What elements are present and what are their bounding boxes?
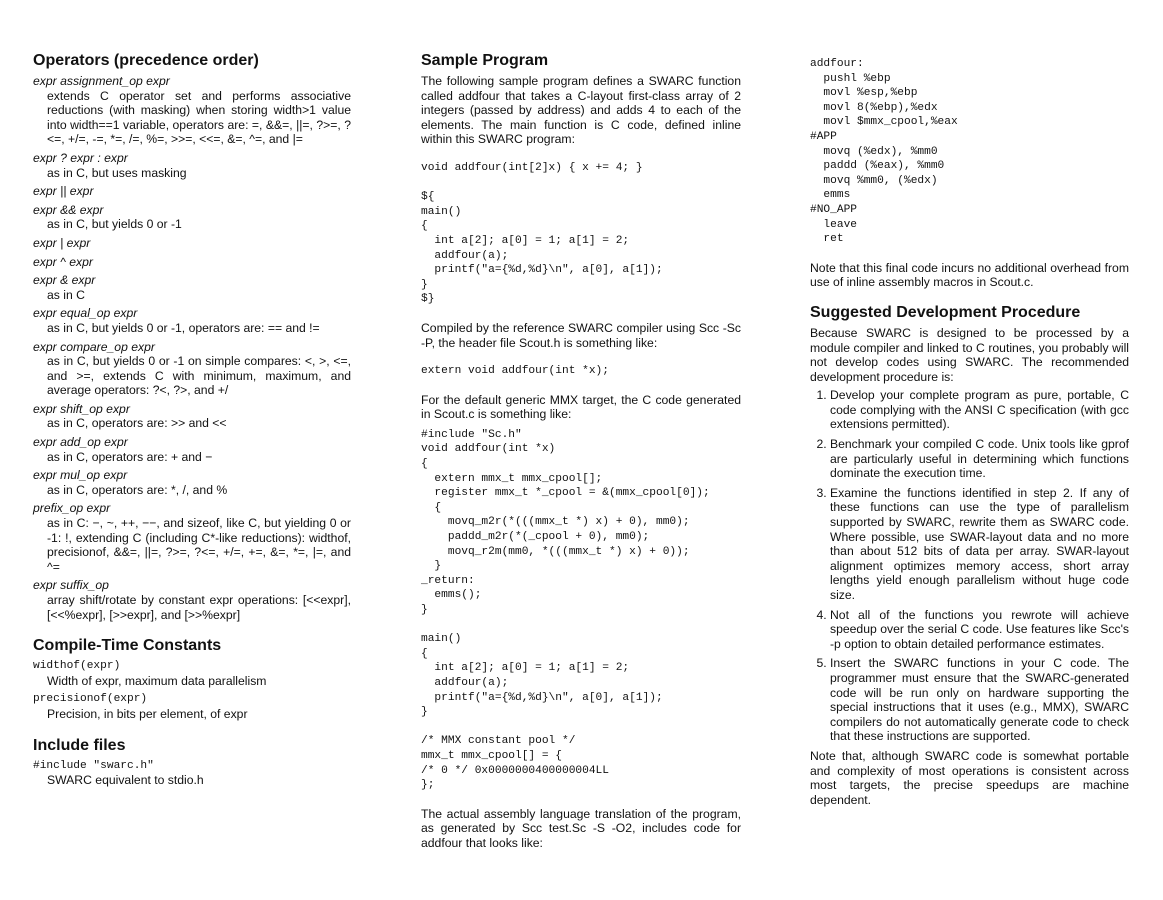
operator-desc: array shift/rotate by constant expr operations: [<<expr], [<<%expr], [>>expr], and [>>%expr]	[47, 593, 351, 622]
include-desc: SWARC equivalent to stdio.h	[47, 773, 204, 788]
operator-entry	[33, 468, 351, 497]
generated-c-code: #include "Sc.h" void addfour(int *x) { extern mmx_t mmx_cpool[]; register mmx_t *_cpool = &(mmx_cpool[0]); { movq_m2r(*(((mmx_t *) x) + 0), mm0); paddd_m2r(*(_cpool + 0), mm0); movq_r2m(mm0, *(((mmx_t *) x) + 0)); } _return: emms(); } main() { int a[2]; a[0] = 1; a[1] = 2; addfour(a); printf("a={%d,%d}\n", a[0], a[1]); } /* MMX constant pool */ mmx_t mmx_cpool[] = { /* 0 */ 0x0000000400000004LL };	[421, 428, 710, 792]
development-steps	[810, 388, 1129, 744]
sample-intro-paragraph: The following sample program defines a SWARC function called addfour that takes a C-layout first-class array of 2 integers (passed by address) and adds 4 to each of the elements. The main function is C code, defined inline within this SWARC program:	[421, 74, 741, 147]
development-heading: Suggested Development Procedure	[810, 303, 1081, 321]
operator-desc: as in C, but yields 0 or -1 on simple compares: <, >, <=, and >=, extends C with minimum, maximum, and average operators: ?<, ?>, and +/	[47, 354, 351, 398]
operator-desc: extends C operator set and performs associative reductions (with masking) when storing width>1 value into width==1 variable, operators are: =, &&=, ||=, ?>=, ?<=, +/=, -=, *=, /=, %=, >>=, <<=, &=, ^=, and |=	[47, 88, 351, 147]
operator-entry	[33, 236, 351, 251]
overhead-note: Note that this final code incurs no additional overhead from use of inline assembly macros in Scout.c.	[810, 260, 1129, 290]
operator-term: expr assignment_op expr	[33, 74, 170, 88]
operator-term: expr ^ expr	[33, 254, 93, 269]
operator-term: expr compare_op expr	[33, 339, 155, 354]
operator-term: expr | expr	[33, 235, 91, 250]
operator-term: expr || expr	[33, 184, 94, 199]
precisionof-term: precisionof(expr)	[33, 693, 148, 706]
operator-entry	[33, 184, 351, 199]
operator-entry	[33, 578, 351, 622]
development-step: 4. Not all of the functions you rewrote will achieve speedup over the serial C code. Use features like Scc's -p option to obtain detailed performance estimates.	[830, 608, 1129, 652]
operator-desc: as in C	[47, 287, 85, 302]
operator-desc: as in C, operators are: + and −	[47, 449, 213, 464]
operator-term: expr mul_op expr	[33, 468, 128, 483]
mmx-paragraph: For the default generic MMX target, the C code generated in Scout.c is something like:	[421, 392, 741, 422]
operator-entry	[33, 402, 351, 431]
widthof-desc: Width of expr, maximum data parallelism	[47, 673, 267, 688]
operators-list	[33, 74, 351, 622]
compile-paragraph: Compiled by the reference SWARC compiler using Scc -Sc -P, the header file Scout.h is something like:	[421, 320, 741, 350]
development-step: 5. Insert the SWARC functions in your C code. The programmer must ensure that the SWARC-generated code will be run only on hardware supporting the special instructions that it uses (e.g., MMX), SWARC compilers do not automatically generate code to check that these instructions are supported.	[830, 656, 1129, 744]
development-step: 1. Develop your complete program as pure, portable, C code complying with the ANSI C specification (with gcc extensions permitted).	[830, 388, 1129, 432]
operator-term: expr suffix_op	[33, 578, 109, 593]
operator-term: prefix_op expr	[33, 501, 111, 516]
compile-time-heading: Compile-Time Constants	[33, 637, 222, 655]
operator-entry	[33, 501, 351, 574]
operator-entry	[33, 306, 351, 335]
closing-note: Note that, although SWARC code is somewhat portable and complexity of most operations is consistent across most targets, the precise speedups are machine dependent.	[810, 748, 1129, 807]
column-operators	[33, 52, 351, 788]
operator-desc: as in C, operators are: *, /, and %	[47, 482, 228, 497]
development-intro: Because SWARC is designed to be processed by a module compiler and linked to C routines, you probably will not develop codes using SWARC. The recommended development procedure is:	[810, 325, 1129, 384]
include-term: #include "swarc.h"	[33, 759, 154, 772]
operator-desc: as in C, but yields 0 or -1	[47, 217, 182, 232]
operator-term: expr ? expr : expr	[33, 150, 128, 165]
operator-term: expr equal_op expr	[33, 306, 138, 321]
operator-entry	[33, 74, 351, 147]
column-development	[810, 57, 1129, 807]
operator-term: expr & expr	[33, 273, 96, 288]
operator-entry	[33, 151, 351, 180]
header-code: extern void addfour(int *x);	[421, 365, 609, 378]
operator-entry	[33, 255, 351, 270]
operator-term: expr shift_op expr	[33, 401, 130, 416]
operator-desc: as in C: −, ~, ++, −−, and sizeof, like C, but yielding 0 or -1: !, extending C (including C*-like reductions): widthof, precisionof, &&=, ||=, ?>=, ?<=, +/=, +=, &=, *=, |=, and ^=	[47, 516, 351, 574]
widthof-term: widthof(expr)	[33, 660, 121, 673]
operator-entry	[33, 273, 351, 302]
development-step: 2. Benchmark your compiled C code. Unix tools like gprof are particularly useful in determining which functions dominate the execution time.	[830, 437, 1129, 481]
column-sample-program	[421, 52, 741, 851]
assembly-paragraph: The actual assembly language translation of the program, as generated by Scc test.Sc -S -O2, includes code for addfour that looks like:	[421, 806, 741, 850]
operator-entry	[33, 340, 351, 398]
operator-desc: as in C, but yields 0 or -1, operators are: == and !=	[47, 320, 320, 335]
operator-entry	[33, 435, 351, 464]
operator-desc: as in C, but uses masking	[47, 165, 187, 180]
operator-entry	[33, 203, 351, 232]
operator-term: expr && expr	[33, 202, 104, 217]
swarc-source-code: void addfour(int[2]x) { x += 4; } ${ main() { int a[2]; a[0] = 1; a[1] = 2; addfour(a); printf("a={%d,%d}\n", a[0], a[1]); } $}	[421, 161, 663, 306]
precisionof-desc: Precision, in bits per element, of expr	[47, 706, 248, 721]
operators-heading: Operators (precedence order)	[33, 52, 259, 69]
operator-term: expr add_op expr	[33, 435, 128, 450]
assembly-code: addfour: pushl %ebp movl %esp,%ebp movl 8(%ebp),%edx movl $mmx_cpool,%eax #APP movq (%edx), %mm0 paddd (%eax), %mm0 movq %mm0, (%edx) emms #NO_APP leave ret	[810, 58, 958, 246]
include-files-heading: Include files	[33, 736, 126, 754]
operator-desc: as in C, operators are: >> and <<	[47, 416, 227, 431]
development-step: 3. Examine the functions identified in step 2. If any of these functions can use the type of parallelism supported by SWARC, rewrite them as SWARC code. Where possible, use SWAR-layout data and no more than about 512 bits of data per array. SWAR-layout alignment optimizes memory access, short array lengths yield enough parallelism without huge code size.	[830, 486, 1129, 603]
sample-program-heading: Sample Program	[421, 52, 549, 69]
